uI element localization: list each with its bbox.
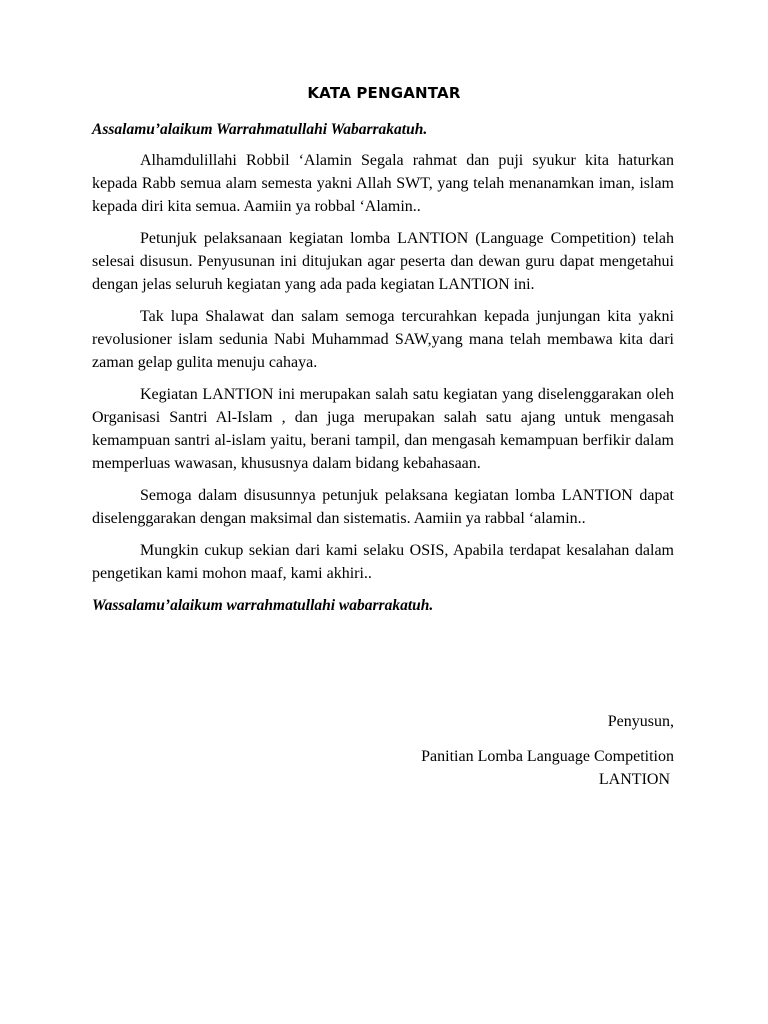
document-title: KATA PENGANTAR	[307, 84, 461, 102]
paragraph-6: Mungkin cukup sekian dari kami selaku OSIS, Apabila terdapat kesalahan dalam pengetikan kami mohon maaf, kami akhiri..	[92, 542, 674, 582]
signature-block	[380, 710, 674, 791]
paragraph-5: Semoga dalam disusunnya petunjuk pelaksana kegiatan lomba LANTION dapat diselenggarakan dengan maksimal dan sistematis. Aamiin ya rabbal ‘alamin..	[92, 487, 674, 527]
closing-salutation: Wassalamu’alaikum warrahmatullahi wabarrakatuh.	[92, 597, 434, 614]
paragraph-2: Petunjuk pelaksanaan kegiatan lomba LANTION (Language Competition) telah selesai disusun. Penyusunan ini ditujukan agar peserta dan dewan guru dapat mengetahui dengan jelas seluruh kegiatan yang ada pada kegiatan LANTION ini.	[92, 230, 674, 293]
paragraph-4: Kegiatan LANTION ini merupakan salah satu kegiatan yang diselenggarakan oleh Organisasi Santri Al-Islam , dan juga merupakan salah satu ajang untuk mengasah kemampuan santri al-islam yaitu, berani tampil, dan mengasah kemampuan berfikir dalam memperluas wawasan, khususnya dalam bidang kebahasaan.	[92, 386, 674, 472]
paragraph-3: Tak lupa Shalawat dan salam semoga tercurahkan kepada junjungan kita yakni revolusioner islam sedunia Nabi Muhammad SAW,yang mana telah membawa kita dari zaman gelap gulita menuju cahaya.	[92, 308, 674, 371]
signature-event: LANTION	[598, 771, 670, 788]
paragraph-1: Alhamdulillahi Robbil ‘Alamin Segala rahmat dan puji syukur kita haturkan kepada Rabb semua alam semesta yakni Allah SWT, yang telah menanamkan iman, islam kepada diri kita semua. Aamiin ya robbal ‘Alamin..	[92, 152, 674, 215]
signature-organizer: Panitian Lomba Language Competition	[421, 748, 674, 765]
document-body	[92, 118, 674, 617]
opening-salutation: Assalamu’alaikum Warrahmatullahi Wabarrakatuh.	[92, 121, 428, 138]
signature-label: Penyusun,	[607, 713, 674, 730]
